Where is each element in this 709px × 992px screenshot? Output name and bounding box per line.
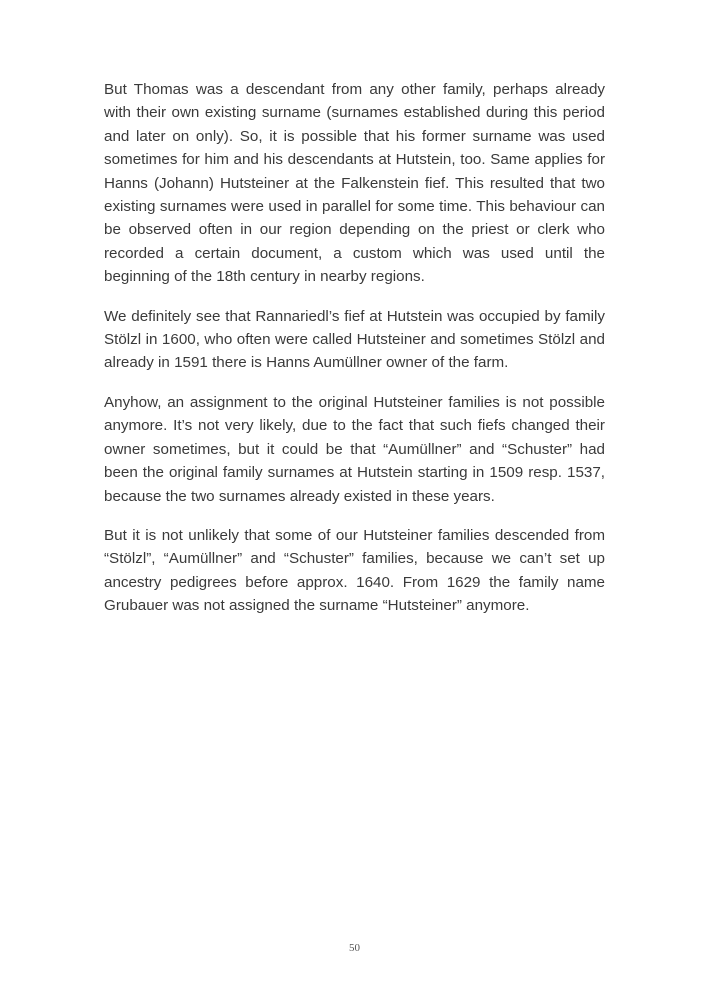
document-body (104, 78, 605, 634)
paragraph-2: We definitely see that Rannariedl’s fief at Hutstein was occupied by family Stölzl in 1600, who often were called Hutsteiner and sometimes Stölzl and already in 1591 there is Hanns Aumüllner owner of the farm. (104, 307, 605, 372)
paragraph-3: Anyhow, an assignment to the original Hutsteiner families is not possible anymore. It’s not very likely, due to the fact that such fiefs changed their owner sometimes, but it could be that “Aumüllner” and “Schuster” had been the original family surnames at Hutstein starting in 1509 resp. 1537, because the two surnames already existed in these years. (104, 393, 605, 505)
paragraph-4: But it is not unlikely that some of our Hutsteiner families descended from “Stölzl”, “Aumüllner” and “Schuster” families, because we can’t set up ancestry pedigrees before approx. 1640. From 1629 the family name Grubauer was not assigned the surname “Hutsteiner” anymore. (104, 526, 605, 615)
paragraph-1: But Thomas was a descendant from any other family, perhaps already with their own existing surname (surnames established during this period and later on only). So, it is possible that his former surname was used sometimes for him and his descendants at Hutstein, too. Same applies for Hanns (Johann) Hutsteiner at the Falkenstein fief. This resulted that two existing surnames were used in parallel for some time. This behaviour can be observed often in our region depending on the priest or clerk who recorded a certain document, a custom which was used until the beginning of the 18th century in nearby regions. (104, 81, 605, 286)
page-number: 50 (349, 942, 360, 954)
